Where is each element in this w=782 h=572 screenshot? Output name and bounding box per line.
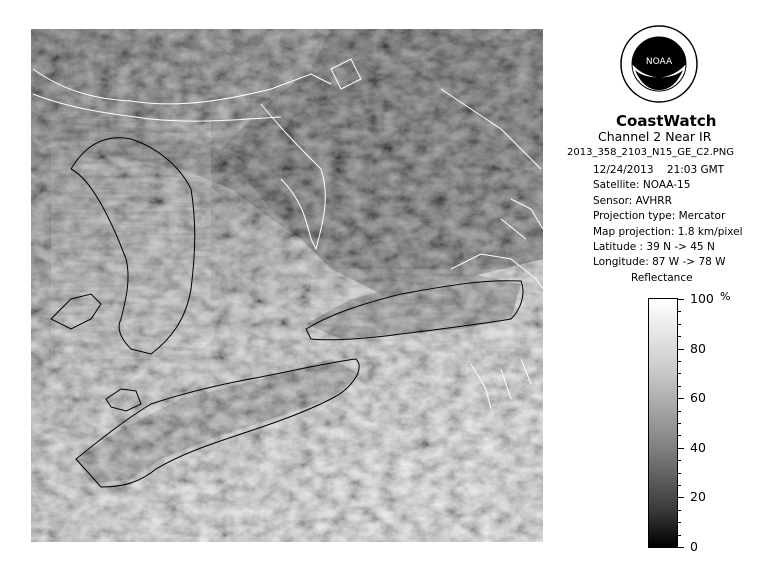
colorbar-minor-tick xyxy=(678,510,681,511)
colorbar-major-tick xyxy=(678,398,684,399)
colorbar-minor-tick xyxy=(678,522,681,523)
date-value: 12/24/2013 xyxy=(593,164,654,176)
channel-label: Channel 2 Near IR xyxy=(598,129,712,144)
colorbar-major-tick xyxy=(678,497,684,498)
map-projection-line: Map projection: 1.8 km/pixel xyxy=(593,225,743,238)
colorbar-minor-tick xyxy=(678,311,681,312)
colorbar-minor-tick xyxy=(678,411,681,412)
coastwatch-title: CoastWatch xyxy=(616,112,717,130)
colorbar-tick-label: 100 xyxy=(690,291,714,306)
projection-type-line: Projection type: Mercator xyxy=(593,210,726,223)
colorbar-minor-tick xyxy=(678,423,681,424)
reflectance-colorbar xyxy=(648,298,678,548)
colorbar-tick-label: 0 xyxy=(690,539,698,554)
metadata-panel xyxy=(593,163,743,271)
colorbar-minor-tick xyxy=(678,485,681,486)
colorbar-tick-label: 60 xyxy=(690,390,706,406)
time-value: 21:03 GMT xyxy=(666,164,725,176)
colorbar-minor-tick xyxy=(678,435,681,436)
satellite-image xyxy=(31,29,543,542)
filename-label: 2013_358_2103_N15_GE_C2.PNG xyxy=(567,147,735,158)
noaa-logo xyxy=(619,24,699,104)
colorbar-minor-tick xyxy=(678,460,681,461)
colorbar-minor-tick xyxy=(678,324,681,325)
colorbar-label: Reflectance xyxy=(631,272,693,284)
colorbar-minor-tick xyxy=(678,386,681,387)
satellite-line: Satellite: NOAA-15 xyxy=(593,179,691,192)
colorbar-tick-label: 40 xyxy=(690,439,706,455)
svg-text:NOAA: NOAA xyxy=(645,57,673,67)
colorbar-major-tick xyxy=(678,349,684,350)
datetime-line xyxy=(593,163,743,178)
colorbar-major-tick xyxy=(678,448,684,449)
colorbar-tick-label: 80 xyxy=(690,340,706,356)
colorbar-minor-tick xyxy=(678,373,681,374)
latitude-line: Latitude : 39 N -> 45 N xyxy=(593,241,715,254)
colorbar-minor-tick xyxy=(678,473,681,474)
colorbar-minor-tick xyxy=(678,361,681,362)
colorbar-tick-label: 20 xyxy=(690,489,706,505)
longitude-line: Longitude: 87 W -> 78 W xyxy=(593,256,726,269)
sensor-line: Sensor: AVHRR xyxy=(593,194,672,207)
colorbar-minor-tick xyxy=(678,336,681,337)
colorbar-minor-tick xyxy=(678,535,681,536)
colorbar-major-tick xyxy=(678,299,684,300)
colorbar-major-tick xyxy=(678,547,684,548)
colorbar-unit: % xyxy=(720,290,731,303)
